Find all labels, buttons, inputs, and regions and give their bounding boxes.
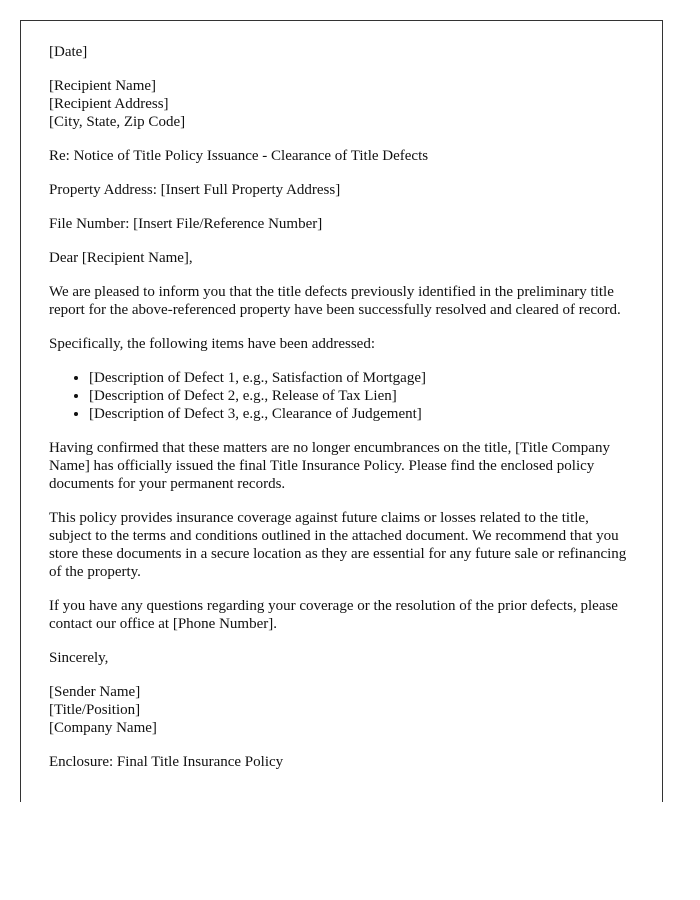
re-line: Re: Notice of Title Policy Issuance - Clearance of Title Defects bbox=[49, 148, 429, 164]
contact-paragraph: If you have any questions regarding your coverage or the resolution of the prior defects, please contact our office at [Phone Number]. bbox=[49, 598, 618, 632]
sender-block bbox=[49, 683, 634, 737]
enclosure: Enclosure: Final Title Insurance Policy bbox=[49, 754, 284, 770]
closing: Sincerely, bbox=[49, 650, 109, 666]
issuance-paragraph: Having confirmed that these matters are no longer encumbrances on the title, [Title Company Name] has officially issued the final Title Insurance Policy. Please find the enclosed policy documents for your permanent records. bbox=[49, 440, 610, 492]
list-item: • [Description of Defect 3, e.g., Clearance of Judgement] bbox=[89, 405, 662, 423]
recipient-city: [City, State, Zip Code] bbox=[49, 114, 186, 130]
list-item: • [Description of Defect 1, e.g., Satisfaction of Mortgage] bbox=[89, 369, 662, 387]
recipient-address: [Recipient Address] bbox=[49, 96, 169, 112]
salutation: Dear [Recipient Name], bbox=[49, 250, 193, 266]
date: [Date] bbox=[49, 44, 88, 60]
recipient-block bbox=[49, 77, 634, 131]
items-intro: Specifically, the following items have been addressed: bbox=[49, 336, 376, 352]
recipient-name: [Recipient Name] bbox=[49, 78, 157, 94]
defect-list bbox=[49, 369, 662, 423]
list-item: • [Description of Defect 2, e.g., Release of Tax Lien] bbox=[89, 387, 662, 405]
sender-company: [Company Name] bbox=[49, 720, 157, 736]
property-address: Property Address: [Insert Full Property Address] bbox=[49, 182, 341, 198]
intro-paragraph: We are pleased to inform you that the title defects previously identified in the preliminary title report for the above-referenced property have been successfully resolved and cleared of record. bbox=[49, 284, 621, 318]
coverage-paragraph: This policy provides insurance coverage against future claims or losses related to the title, subject to the terms and conditions outlined in the attached document. We recommend that you store these documents in a secure location as they are essential for any future sale or refinancing of the property. bbox=[49, 510, 627, 580]
file-number: File Number: [Insert File/Reference Number] bbox=[49, 216, 323, 232]
letter-page bbox=[20, 20, 663, 802]
sender-title: [Title/Position] bbox=[49, 702, 141, 718]
sender-name: [Sender Name] bbox=[49, 684, 141, 700]
